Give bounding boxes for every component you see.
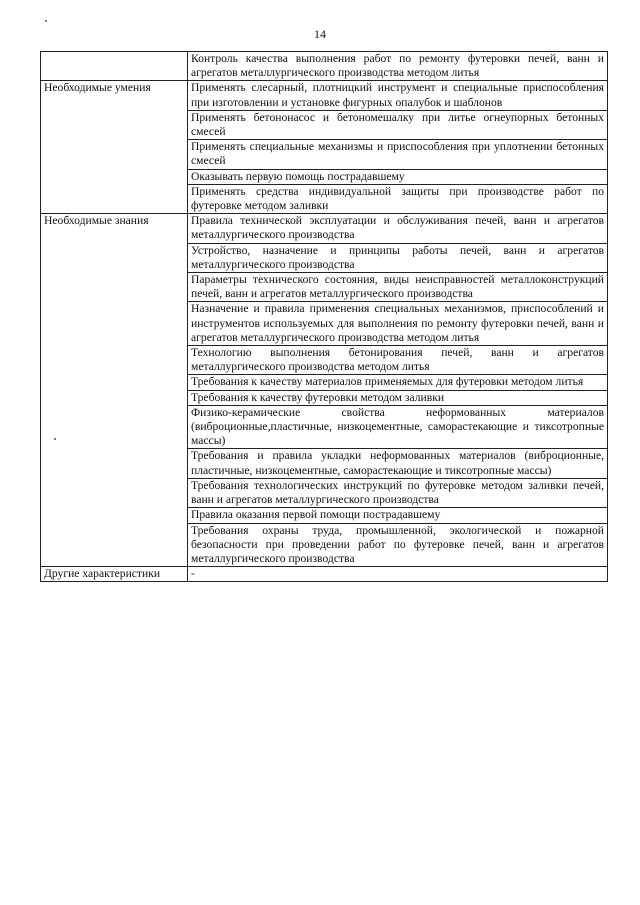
qualification-table: [40, 51, 608, 582]
category-cell-skills: Необходимые умения: [41, 81, 188, 214]
requirement-cell: Требования и правила укладки неформованных материалов (виброционные, пластичные, низкоцементные, саморастекающие и тиксотропные массы): [188, 449, 608, 478]
requirement-cell: Технологию выполнения бетонирования печей, ванн и агрегатов металлургического производства методом литья: [188, 346, 608, 375]
requirement-cell: Правила оказания первой помощи пострадавшему: [188, 508, 608, 523]
requirement-cell: Применять бетононасос и бетономешалку при литье огнеупорных бетонных смесей: [188, 110, 608, 139]
category-cell-other: Другие характеристики: [41, 567, 188, 582]
requirement-cell: Правила технической эксплуатации и обслуживания печей, ванн и агрегатов металлургического производства: [188, 214, 608, 243]
requirement-cell: Требования охраны труда, промышленной, экологической и пожарной безопасности при проведении работ по футеровке печей, ванн и агрегатов металлургического производства: [188, 523, 608, 567]
table-row: [41, 52, 608, 81]
page-number: 14: [314, 27, 326, 41]
category-cell-knowledge: Необходимые знания: [41, 214, 188, 567]
requirement-cell: Применять средства индивидуальной защиты при производстве работ по футеровке методом заливки: [188, 184, 608, 213]
requirement-cell: Назначение и правила применения специальных механизмов, приспособлений и инструментов используемых для выполнения по ремонту футеровки печей, ванн и агрегатов металлургического производства методом литья: [188, 302, 608, 346]
requirement-cell: Устройство, назначение и принципы работы печей, ванн и агрегатов металлургического производства: [188, 243, 608, 272]
requirement-cell: Контроль качества выполнения работ по ремонту футеровки печей, ванн и агрегатов металлургического производства методом литья: [188, 52, 608, 81]
table-row: [41, 567, 608, 582]
requirement-cell: Требования к качеству футеровки методом заливки: [188, 390, 608, 405]
requirement-cell: -: [188, 567, 608, 582]
requirement-cell: Применять специальные механизмы и приспособления при уплотнении бетонных смесей: [188, 140, 608, 169]
requirement-cell: Требования технологических инструкций по футеровке методом заливки печей, ванн и агрегатов металлургического производства: [188, 478, 608, 507]
scan-speck: [45, 20, 47, 22]
table-row: [41, 214, 608, 243]
category-cell: [41, 52, 188, 81]
requirement-cell: Требования к качеству материалов применяемых для футеровки методом литья: [188, 375, 608, 390]
requirement-cell: Физико-керамические свойства неформованных материалов (виброционные,пластичные, низкоцементные, саморастекающие и тиксотропные массы): [188, 405, 608, 449]
requirement-cell: Применять слесарный, плотницкий инструмент и специальные приспособления при изготовлении и установке фигурных опалубок и шаблонов: [188, 81, 608, 110]
requirement-cell: Оказывать первую помощь пострадавшему: [188, 169, 608, 184]
table-row: [41, 81, 608, 110]
requirement-cell: Параметры технического состояния, виды неисправностей металлоконструкций печей, ванн и агрегатов металлургического производства: [188, 273, 608, 302]
